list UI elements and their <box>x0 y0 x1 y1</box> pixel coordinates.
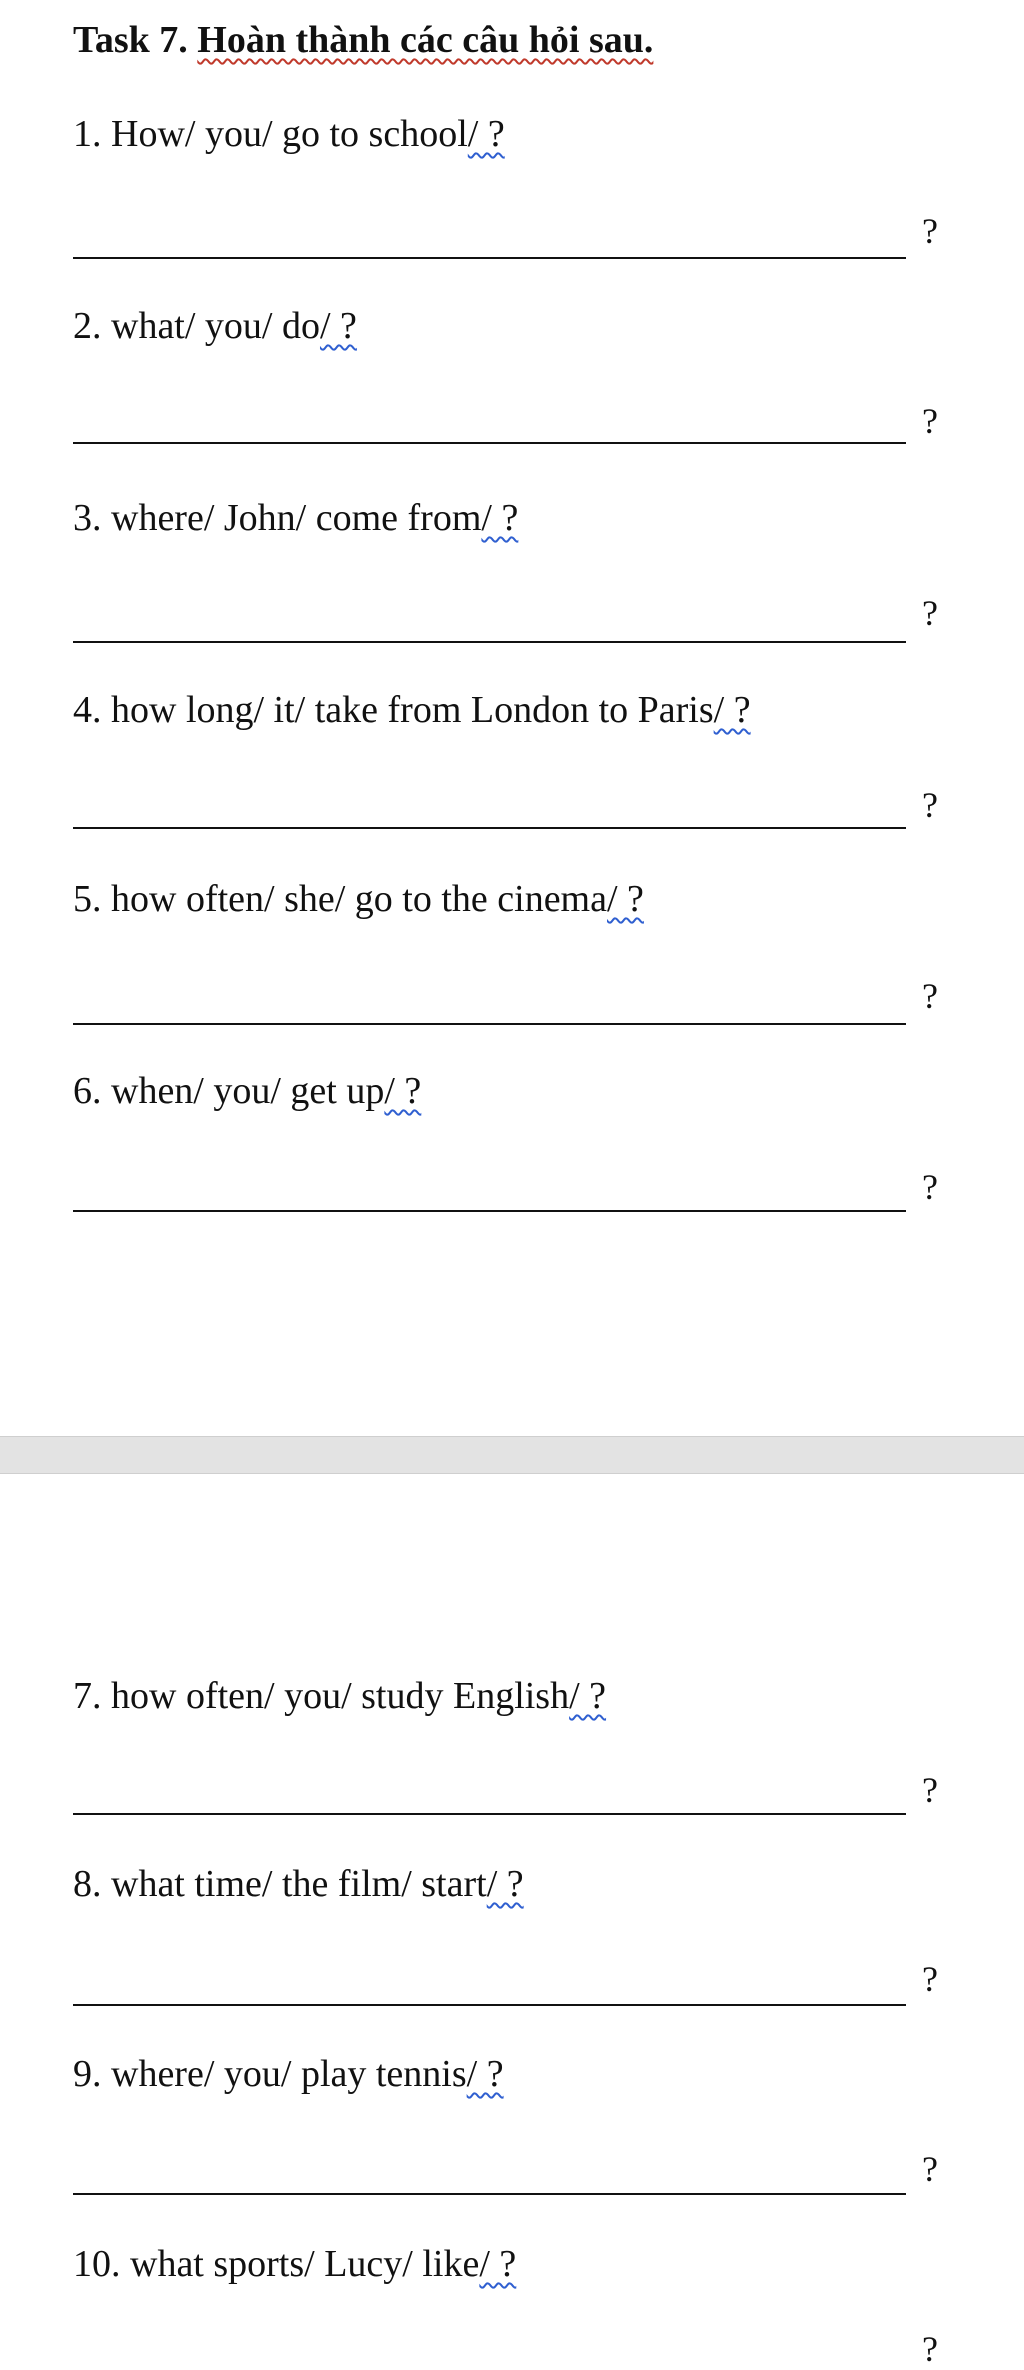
document-page-2 <box>0 1474 1024 2369</box>
answer-line-9[interactable] <box>73 2193 906 2195</box>
answer-question-mark-10: ? <box>922 2329 938 2369</box>
task-title-instruction: Hoàn thành các câu hỏi sau. <box>197 19 654 61</box>
question-7: 7. how often/ you/ study English/ ? <box>73 1675 607 1717</box>
page-break-separator <box>0 1436 1024 1474</box>
question-2: 2. what/ you/ do/ ? <box>73 305 357 347</box>
answer-line-4[interactable] <box>73 827 906 829</box>
question-8: 8. what time/ the film/ start/ ? <box>73 1863 524 1905</box>
question-10: 10. what sports/ Lucy/ like/ ? <box>73 2243 517 2285</box>
answer-line-7[interactable] <box>73 1813 906 1815</box>
answer-question-mark-3: ? <box>922 593 938 633</box>
answer-line-2[interactable] <box>73 442 906 444</box>
question-6: 6. when/ you/ get up/ ? <box>73 1070 422 1112</box>
answer-line-6[interactable] <box>73 1210 906 1212</box>
answer-question-mark-2: ? <box>922 401 938 441</box>
question-5: 5. how often/ she/ go to the cinema/ ? <box>73 878 644 920</box>
answer-question-mark-6: ? <box>922 1167 938 1207</box>
answer-line-5[interactable] <box>73 1023 906 1025</box>
question-1: 1. How/ you/ go to school/ ? <box>73 113 505 155</box>
answer-question-mark-7: ? <box>922 1770 938 1810</box>
answer-line-3[interactable] <box>73 641 906 643</box>
task-title <box>73 18 653 62</box>
question-3: 3. where/ John/ come from/ ? <box>73 497 519 539</box>
task-title-label: Task 7. <box>73 19 198 61</box>
answer-question-mark-1: ? <box>922 211 938 251</box>
question-9: 9. where/ you/ play tennis/ ? <box>73 2053 504 2095</box>
answer-question-mark-8: ? <box>922 1959 938 1999</box>
question-4: 4. how long/ it/ take from London to Paris/ ? <box>73 689 751 731</box>
answer-line-8[interactable] <box>73 2004 906 2006</box>
answer-question-mark-5: ? <box>922 976 938 1016</box>
answer-question-mark-9: ? <box>922 2149 938 2189</box>
answer-question-mark-4: ? <box>922 785 938 825</box>
answer-line-1[interactable] <box>73 257 906 259</box>
